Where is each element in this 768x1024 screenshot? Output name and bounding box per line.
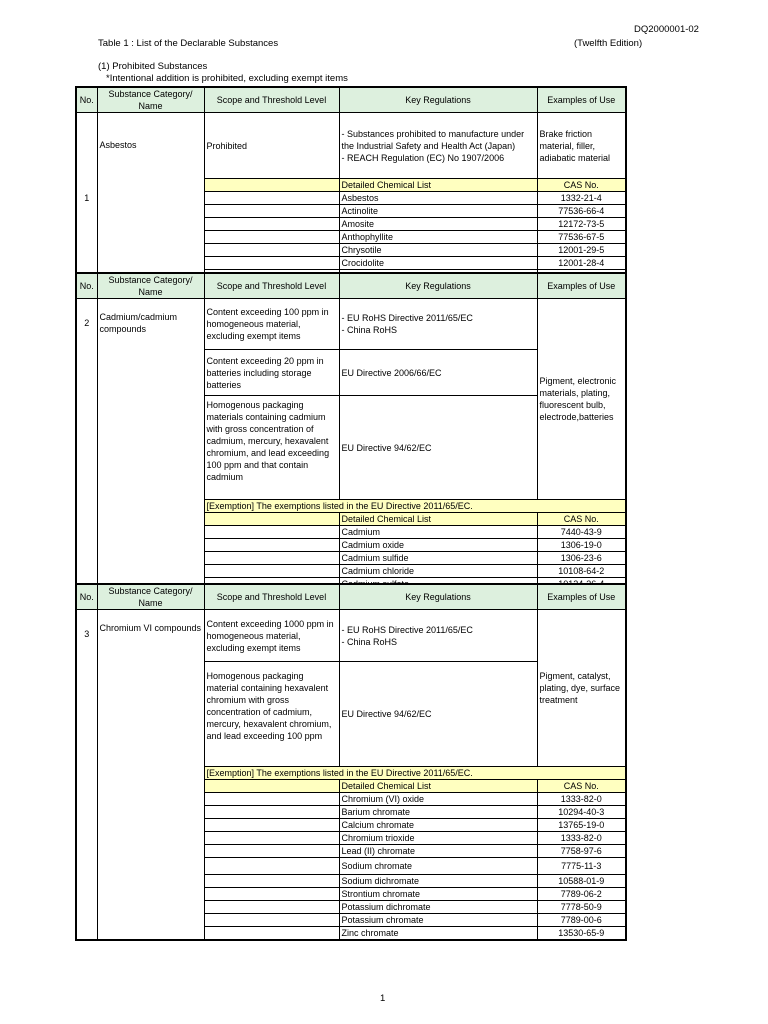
regulation-text: EU Directive 94/62/EC <box>339 396 537 500</box>
cas-header: CAS No. <box>537 780 626 793</box>
uses-text: Pigment, catalyst, plating, dye, surface treatment <box>537 610 626 767</box>
substance-name: Asbestos <box>97 113 204 284</box>
detail-blank <box>204 780 339 793</box>
scope-text: Content exceeding 20 ppm in batteries including storage batteries <box>204 350 339 396</box>
chemical-name: Strontium chromate <box>339 888 537 901</box>
substance-row <box>76 610 626 662</box>
uses-text: Pigment, electronic materials, plating, fluorescent bulb, electrode,batteries <box>537 299 626 500</box>
header-uses: Examples of Use <box>537 584 626 610</box>
header-row <box>76 584 626 610</box>
chemical-name: Actinolite <box>339 205 537 218</box>
cas-header: CAS No. <box>537 513 626 526</box>
document-code: DQ2000001-02 <box>634 24 699 35</box>
substance-number: 3 <box>76 610 97 941</box>
chemical-name: Crocidolite <box>339 257 537 270</box>
header-uses: Examples of Use <box>537 273 626 299</box>
header-uses: Examples of Use <box>537 87 626 113</box>
chemical-name: Cadmium oxide <box>339 539 537 552</box>
uses-text: Brake friction material, filler, adiabatic material <box>537 113 626 179</box>
chemical-name: Amosite <box>339 218 537 231</box>
chemical-name: Chrysotile <box>339 244 537 257</box>
detail-header: Detailed Chemical List <box>339 179 537 192</box>
scope-text: Homogenous packaging materials containing cadmium with gross concentration of cadmium, mercury, hexavalent chromium, and lead exceeding 100 ppm and that contain cadmium <box>204 396 339 500</box>
cas-number: 1333-82-0 <box>537 793 626 806</box>
regulation-text: - EU RoHS Directive 2011/65/EC - China RoHS <box>339 299 537 350</box>
header-scope: Scope and Threshold Level <box>204 87 339 113</box>
detail-blank <box>204 513 339 526</box>
chemical-name: Sodium dichromate <box>339 875 537 888</box>
scope-text: Homogenous packaging material containing hexavalent chromium with gross concentration of cadmium, mercury, hexavalent chromium, and lead exceeding 100 ppm <box>204 662 339 767</box>
chemical-name: Cadmium chloride <box>339 565 537 578</box>
cas-number: 77536-67-5 <box>537 231 626 244</box>
section-title: (1) Prohibited Substances <box>98 61 208 72</box>
regulation-text: - Substances prohibited to manufacture under the Industrial Safety and Health Act (Japan) - REACH Regulation (EC) No 1907/2006 <box>339 113 537 179</box>
cas-number: 7778-50-9 <box>537 901 626 914</box>
regulation-text: EU Directive 94/62/EC <box>339 662 537 767</box>
cas-number: 10108-64-2 <box>537 565 626 578</box>
cas-number: 12001-28-4 <box>537 257 626 270</box>
substance-name: Chromium VI compounds <box>97 610 204 941</box>
scope-text: Content exceeding 1000 ppm in homogeneous material, excluding exempt items <box>204 610 339 662</box>
substance-number: 1 <box>76 113 97 284</box>
page-number: 1 <box>380 993 386 1004</box>
header-row <box>76 273 626 299</box>
substance-number: 2 <box>76 299 97 592</box>
chemical-name: Zinc chromate <box>339 927 537 941</box>
header-no: No. <box>76 273 97 299</box>
table-title: Table 1 : List of the Declarable Substances <box>98 38 279 49</box>
detail-header: Detailed Chemical List <box>339 513 537 526</box>
cas-number: 13530-65-9 <box>537 927 626 941</box>
chemical-name: Chromium (VI) oxide <box>339 793 537 806</box>
detail-blank <box>204 179 339 192</box>
chemical-name: Cadmium sulfide <box>339 552 537 565</box>
chemical-name: Chromium trioxide <box>339 832 537 845</box>
cas-number: 77536-66-4 <box>537 205 626 218</box>
chemical-name: Potassium chromate <box>339 914 537 927</box>
chemical-name: Asbestos <box>339 192 537 205</box>
scope-text: Content exceeding 100 ppm in homogeneous material, excluding exempt items <box>204 299 339 350</box>
cas-number: 12001-29-5 <box>537 244 626 257</box>
cas-number: 7789-00-6 <box>537 914 626 927</box>
chemical-name: Anthophyllite <box>339 231 537 244</box>
cas-number: 1333-82-0 <box>537 832 626 845</box>
chemical-name: Lead (II) chromate <box>339 845 537 858</box>
cas-number: 1332-21-4 <box>537 192 626 205</box>
header-regulations: Key Regulations <box>339 87 537 113</box>
detail-header: Detailed Chemical List <box>339 780 537 793</box>
cadmium-table <box>75 272 627 592</box>
cas-number: 1306-19-0 <box>537 539 626 552</box>
cas-header: CAS No. <box>537 179 626 192</box>
chemical-name: Sodium chromate <box>339 858 537 875</box>
header-regulations: Key Regulations <box>339 584 537 610</box>
exemption-text: [Exemption] The exemptions listed in the EU Directive 2011/65/EC. <box>204 500 626 513</box>
cas-number: 10294-40-3 <box>537 806 626 819</box>
chemical-name: Barium chromate <box>339 806 537 819</box>
header-no: No. <box>76 584 97 610</box>
header-regulations: Key Regulations <box>339 273 537 299</box>
cas-number: 1306-23-6 <box>537 552 626 565</box>
header-category: Substance Category/ Name <box>97 87 204 113</box>
header-category: Substance Category/ Name <box>97 584 204 610</box>
header-no: No. <box>76 87 97 113</box>
cas-number: 10588-01-9 <box>537 875 626 888</box>
cas-number: 7775-11-3 <box>537 858 626 875</box>
regulation-text: - EU RoHS Directive 2011/65/EC - China RoHS <box>339 610 537 662</box>
cas-number: 7758-97-6 <box>537 845 626 858</box>
chemical-name: Potassium dichromate <box>339 901 537 914</box>
substance-row <box>76 113 626 179</box>
scope-text: Prohibited <box>204 113 339 179</box>
exemption-text: [Exemption] The exemptions listed in the EU Directive 2011/65/EC. <box>204 767 626 780</box>
header-row <box>76 87 626 113</box>
cas-number: 7440-43-9 <box>537 526 626 539</box>
chemical-name: Calcium chromate <box>339 819 537 832</box>
cas-number: 13765-19-0 <box>537 819 626 832</box>
chromium-table <box>75 583 627 941</box>
header-category: Substance Category/ Name <box>97 273 204 299</box>
edition-label: (Twelfth Edition) <box>574 38 643 49</box>
header-scope: Scope and Threshold Level <box>204 584 339 610</box>
section-note: *Intentional addition is prohibited, excluding exempt items <box>106 73 348 84</box>
cas-number: 7789-06-2 <box>537 888 626 901</box>
regulation-text: EU Directive 2006/66/EC <box>339 350 537 396</box>
substance-row <box>76 299 626 350</box>
header-scope: Scope and Threshold Level <box>204 273 339 299</box>
asbestos-table <box>75 86 627 284</box>
substance-name: Cadmium/cadmium compounds <box>97 299 204 592</box>
chemical-name: Cadmium <box>339 526 537 539</box>
cas-number: 12172-73-5 <box>537 218 626 231</box>
